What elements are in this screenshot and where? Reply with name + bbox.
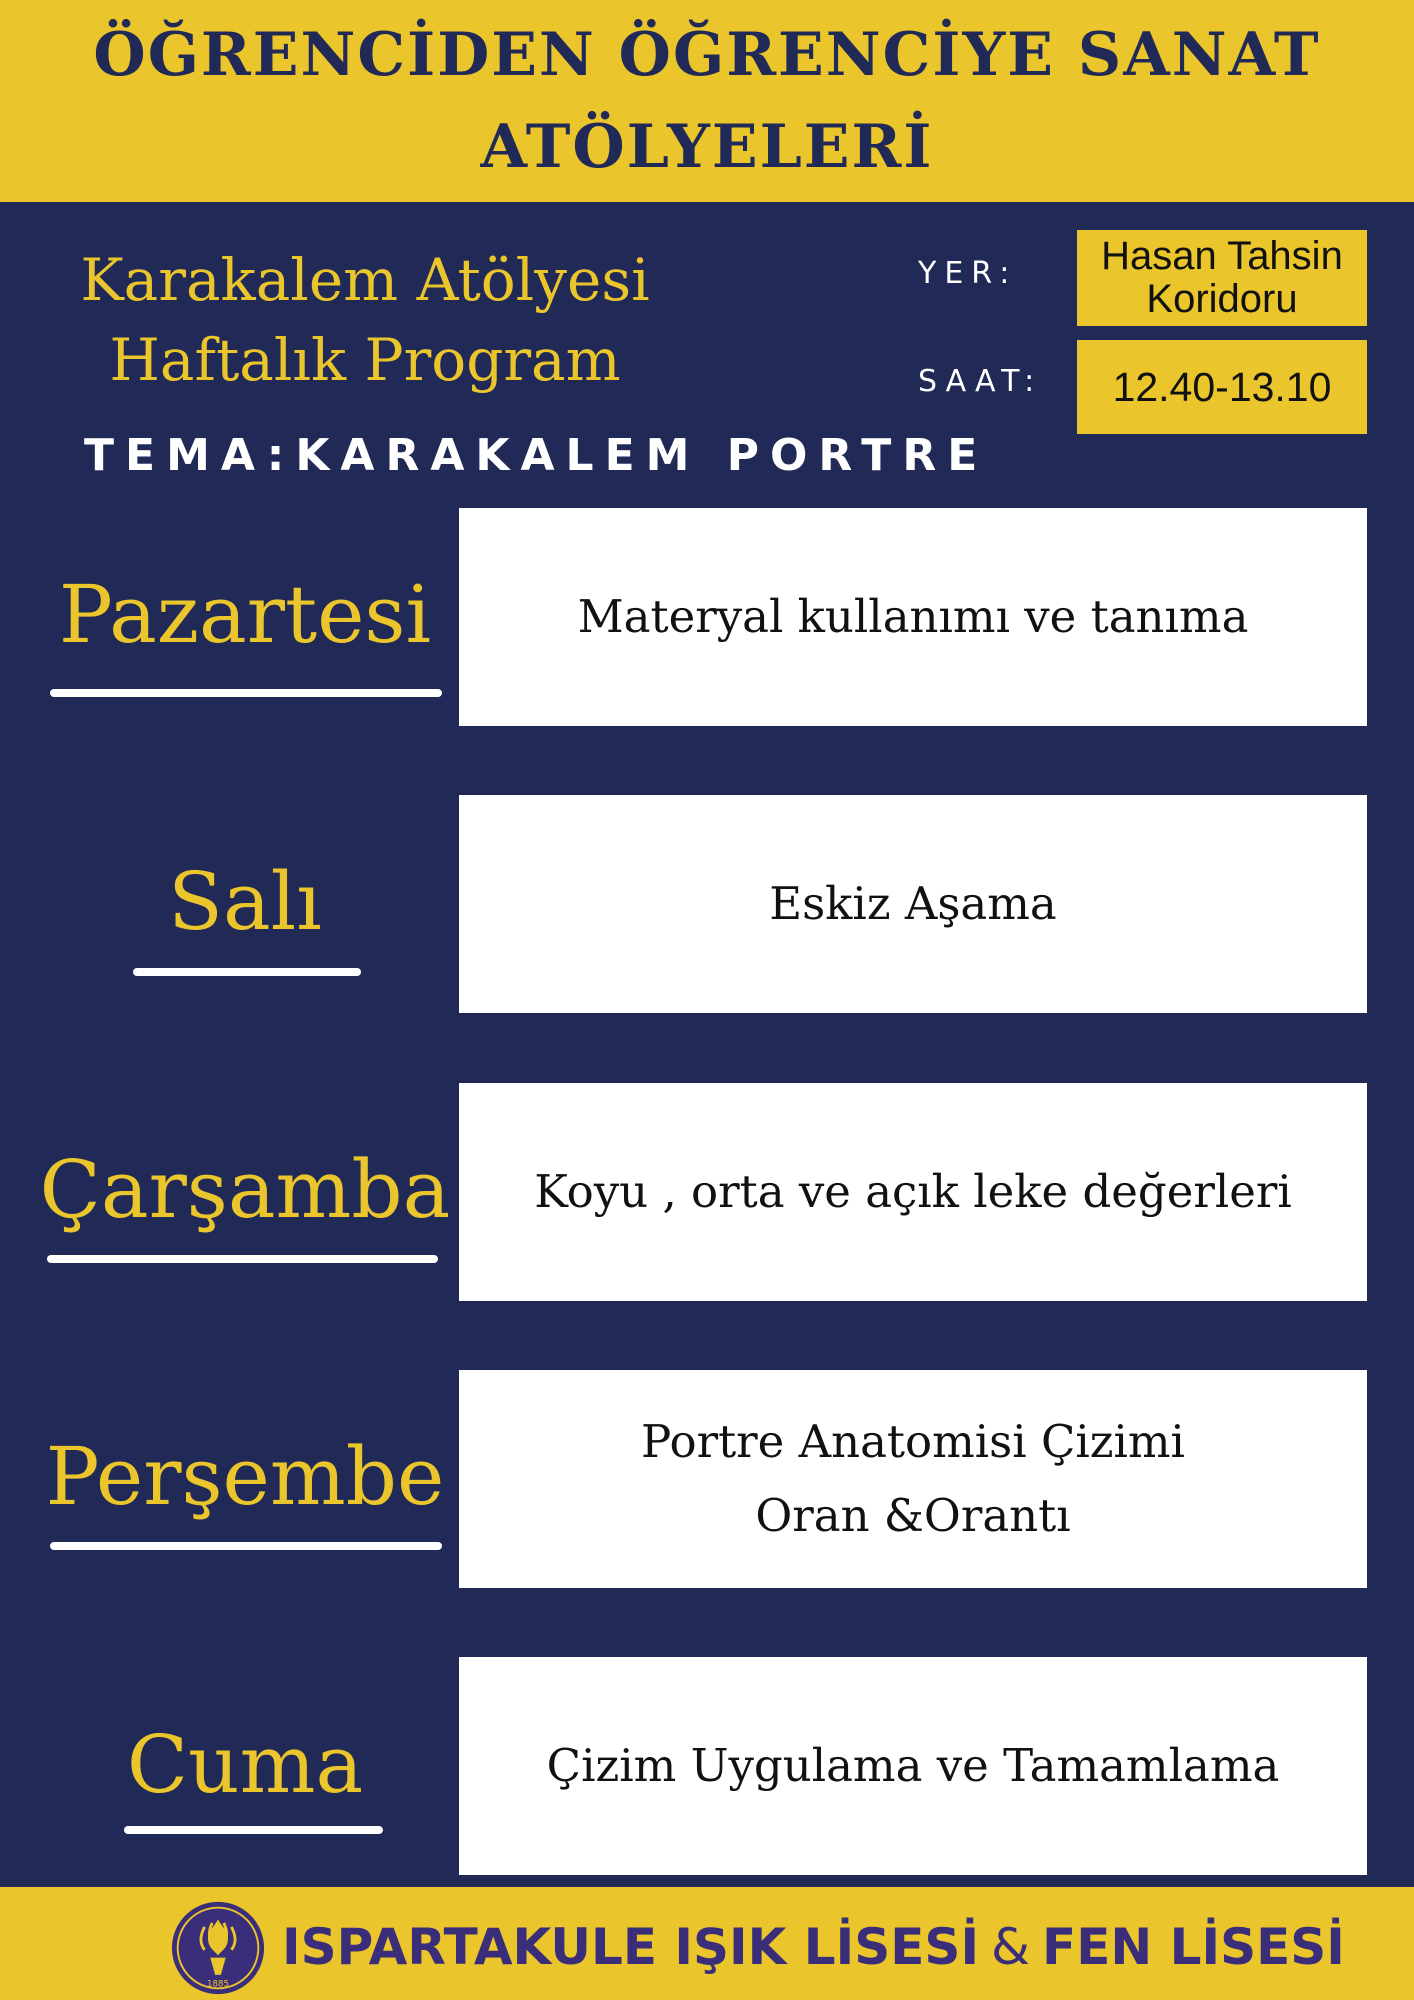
day-friday: Cuma (126, 1718, 364, 1811)
day-underline (47, 1255, 438, 1263)
title-banner (0, 0, 1414, 202)
activity-monday: Materyal kullanımı ve tanıma (577, 590, 1249, 643)
activity-thursday-line-1: Portre Anatomisi Çizimi (641, 1415, 1185, 1468)
logo-year: 1885 (207, 1979, 229, 1990)
school-logo-icon (170, 1900, 266, 1996)
subtitle-line-1: Karakalem Atölyesi (80, 246, 650, 314)
school-name-2: FEN LİSESİ (1042, 1918, 1345, 1976)
poster-title: ÖĞRENCİDEN ÖĞRENCİYE SANAT ATÖLYELERİ (93, 20, 1321, 182)
activity-box-tuesday (459, 795, 1367, 1013)
day-underline (50, 1542, 442, 1550)
activity-thursday-line-2: Oran &Orantı (755, 1489, 1071, 1542)
day-wednesday: Çarşamba (39, 1143, 451, 1236)
workshop-subtitle (40, 240, 690, 400)
time-value: 12.40-13.10 (1112, 363, 1332, 410)
ampersand: & (991, 1918, 1031, 1976)
activity-wednesday: Koyu , orta ve açık leke değerleri (534, 1165, 1292, 1218)
location-label: YER: (918, 256, 1018, 291)
location-line-1: Hasan Tahsin (1101, 234, 1343, 278)
school-name-1: ISPARTAKULE IŞIK LİSESİ (282, 1918, 980, 1976)
time-label: SAAT: (918, 364, 1043, 399)
time-box (1077, 340, 1367, 434)
theme-line: TEMA:KARAKALEM PORTRE (84, 430, 989, 481)
subtitle-line-2: Haftalık Program (109, 326, 621, 394)
day-thursday: Perşembe (45, 1430, 445, 1523)
activity-tuesday: Eskiz Aşama (769, 877, 1057, 930)
activity-box-monday (459, 508, 1367, 726)
activity-friday: Çizim Uygulama ve Tamamlama (546, 1739, 1280, 1792)
day-underline (133, 968, 361, 976)
day-underline (124, 1826, 383, 1834)
day-monday: Pazartesi (58, 568, 432, 661)
location-line-2: Koridoru (1146, 277, 1298, 321)
footer-schools (282, 1912, 1345, 1982)
activity-box-thursday (459, 1370, 1367, 1588)
day-underline (50, 689, 442, 697)
day-tuesday: Salı (168, 855, 322, 948)
activity-thursday (641, 1405, 1185, 1553)
activity-box-wednesday (459, 1083, 1367, 1301)
activity-box-friday (459, 1657, 1367, 1875)
location-box (1077, 230, 1367, 326)
